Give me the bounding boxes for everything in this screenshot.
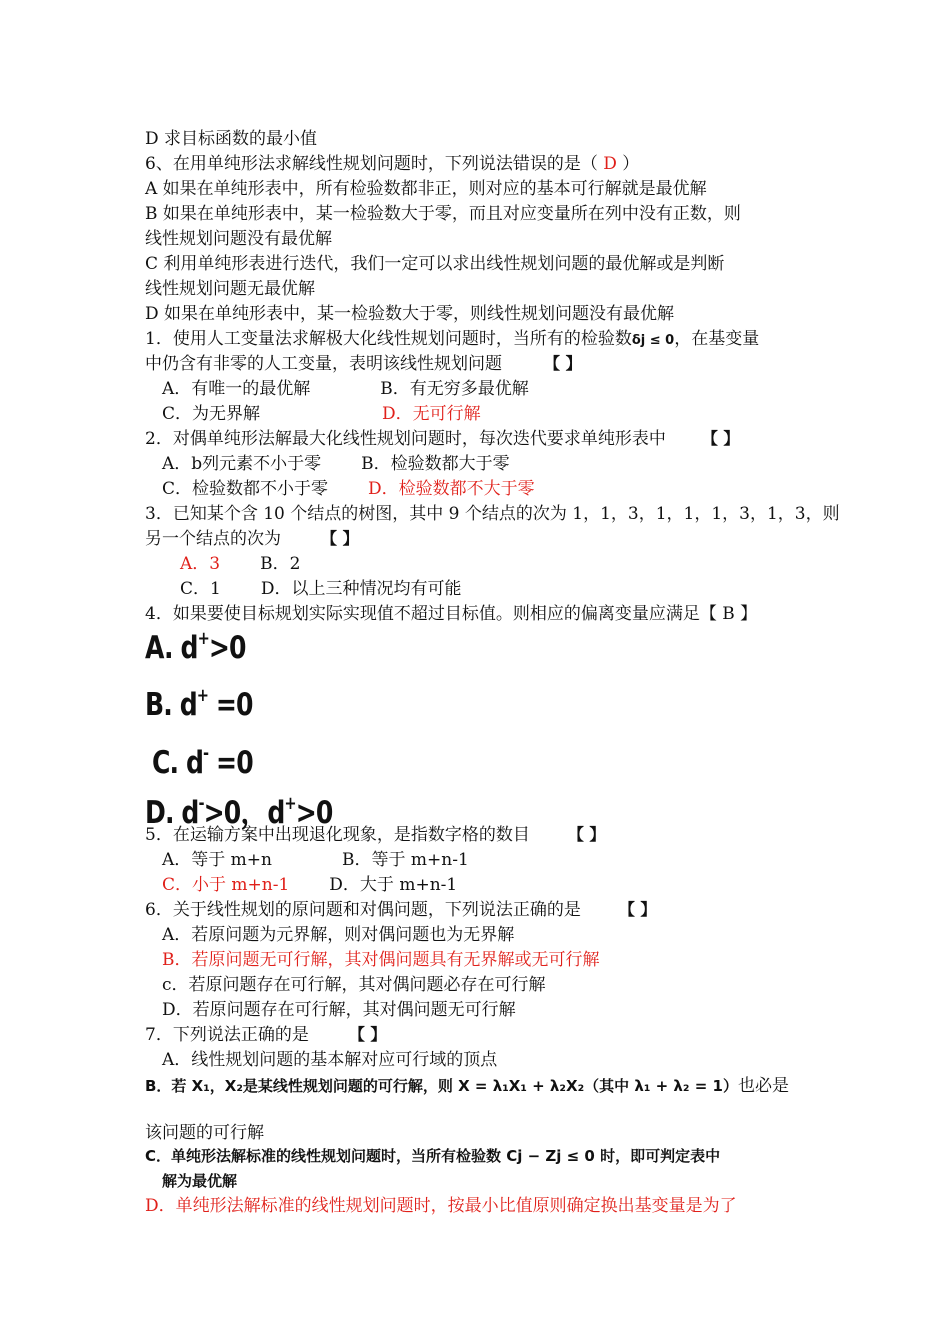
q6b-option-b-answer: B．若原问题无可行解，其对偶问题具有无界解或无可行解 [162,950,600,970]
q7-option-c: C．单纯形法解标准的线性规划问题时，当所有检验数 Cj − Zj ≤ 0 时，即可判定表中 [145,1147,721,1165]
q5-options-ab: A．等于 m+n B．等于 m+n-1 [162,850,469,870]
question-3-cont: 另一个结点的次为 【 】 [145,529,359,549]
q7-option-a: A．线性规划问题的基本解对应可行域的顶点 [162,1050,498,1070]
q7-option-b: B．若 X₁，X₂是某线性规划问题的可行解，则 X = λ₁X₁ + λ₂X₂（其中 λ₁ + λ₂ = 1）也必是 [145,1076,789,1096]
q6a-option-c: C 利用单纯形表进行迭代，我们一定可以求出线性规划问题的最优解或是判断 [145,254,725,274]
question-3: 3．已知某个含 10 个结点的树图，其中 9 个结点的次为 1，1，3，1，1，1，3，1，3，则 [145,504,840,524]
question-1-cont: 中仍含有非零的人工变量，表明该线性规划问题 【 】 [145,354,582,374]
option-d-min: D 求目标函数的最小值 [145,129,318,149]
q1-options-cd: C．为无界解 D．无可行解 [162,404,481,424]
question-1: 1．使用人工变量法求解极大化线性规划问题时，当所有的检验数δj ≤ 0，在基变量 [145,329,760,349]
q7-option-c-cont: 解为最优解 [162,1172,238,1190]
q6b-option-a: A．若原问题为元界解，则对偶问题也为无界解 [162,925,515,945]
q4-option-a: A. d+>0 [145,628,246,666]
q6b-option-d: D．若原问题存在可行解，其对偶问题无可行解 [162,1000,516,1020]
q7-option-d-answer: D．单纯形法解标准的线性规划问题时，按最小比值原则确定换出基变量是为了 [145,1196,737,1216]
q4-option-c: C. d- =0 [152,743,253,781]
q3-options-ab: A．3 B．2 [180,554,301,574]
answer-mark: A．3 [180,554,221,574]
q6a-option-a: A 如果在单纯形表中，所有检验数都非正，则对应的基本可行解就是最优解 [145,179,707,199]
question-4: 4．如果要使目标规划实际实现值不超过目标值。则相应的偏离变量应满足【 B 】 [145,604,758,624]
answer-mark: D．检验数都不大于零 [368,479,535,499]
q4-option-d: D. d->0，d+>0 [145,793,333,831]
q6a-option-b-cont: 线性规划问题没有最优解 [145,229,332,249]
question-6b: 6．关于线性规划的原问题和对偶问题，下列说法正确的是 【 】 [145,900,657,920]
q2-options-cd: C．检验数都不小于零 D．检验数都不大于零 [162,479,535,499]
q1-options-ab: A．有唯一的最优解 B．有无穷多最优解 [162,379,529,399]
q6a-option-b: B 如果在单纯形表中，某一检验数大于零，而且对应变量所在列中没有正数，则 [145,204,741,224]
checkvalue-formula: δj ≤ 0 [631,333,675,348]
q7-option-b-cont: 该问题的可行解 [145,1123,264,1143]
question-5: 5．在运输方案中出现退化现象，是指数字格的数目 【 】 [145,825,606,845]
q6a-option-d: D 如果在单纯形表中，某一检验数大于零，则线性规划问题没有最优解 [145,304,675,324]
q6b-option-c: c．若原问题存在可行解，其对偶问题必存在可行解 [162,975,546,995]
question-6a: 6、在用单纯形法求解线性规划问题时，下列说法错误的是（ D ） [145,154,640,174]
q4-option-b: B. d+ =0 [145,685,253,723]
answer-mark: D．无可行解 [382,404,481,424]
q6a-option-c-cont: 线性规划问题无最优解 [145,279,315,299]
answer-mark: C．小于 m+n-1 [162,875,290,895]
answer-mark: D [597,154,623,174]
q2-options-ab: A．b列元素不小于零 B．检验数都大于零 [162,454,510,474]
q3-options-cd: C．1 D．以上三种情况均有可能 [180,579,462,599]
question-7: 7．下列说法正确的是 【 】 [145,1025,387,1045]
question-2: 2．对偶单纯形法解最大化线性规划问题时，每次迭代要求单纯形表中 【 】 [145,429,740,449]
q5-options-cd: C．小于 m+n-1 D．大于 m+n-1 [162,875,458,895]
